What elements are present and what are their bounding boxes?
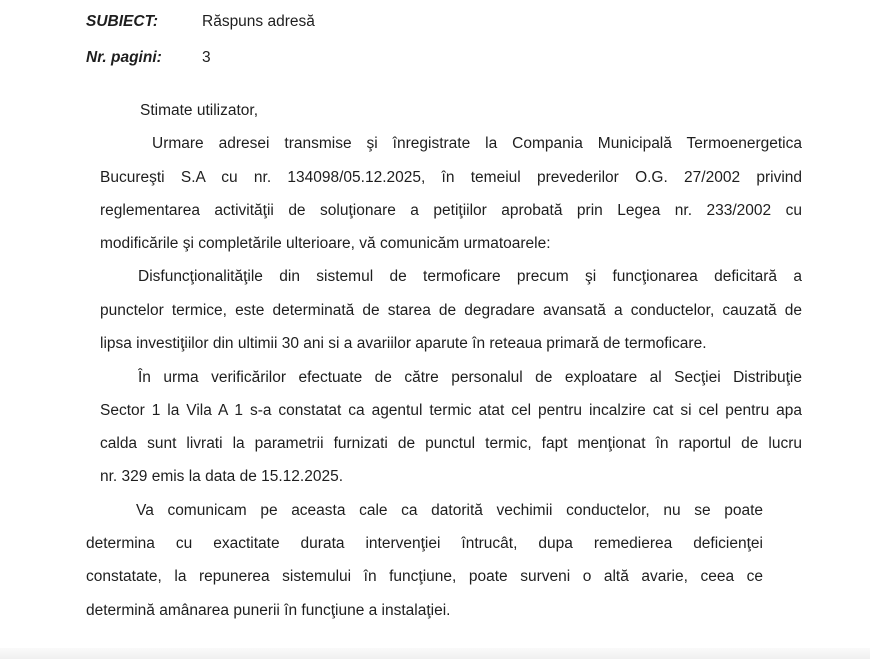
- paragraph-3-line-4: nr. 329 emis la data de 15.12.2025.: [100, 468, 344, 485]
- greeting: Stimate utilizator,: [140, 102, 259, 119]
- paragraph-3-line-2: Sector 1 la Vila A 1 s-a constatat ca agentul termic atat cel pentru incalzire cat si cel pentru apa: [100, 402, 802, 419]
- subject-value: Răspuns adresă: [202, 13, 315, 30]
- pages-label: Nr. pagini:: [86, 49, 162, 66]
- paragraph-1-line-3: reglementarea activităţii de soluţionare a petiţiilor aprobată prin Legea nr. 233/2002 cu: [100, 202, 802, 219]
- paragraph-4-line-3: constatate, la repunerea sistemului în funcţiune, poate surveni o altă avarie, ceea ce: [86, 568, 763, 585]
- paragraph-2-line-2: punctelor termice, este determinată de starea de degradare avansată a conductelor, cauzată de: [100, 302, 802, 319]
- page-bottom-edge: [0, 648, 870, 659]
- paragraph-3-line-3: calda sunt livrati la parametrii furnizati de punctul termic, fapt menţionat în raportul de lucru: [100, 435, 802, 452]
- paragraph-2-line-3: lipsa investiţiilor din ultimii 30 ani si a avariilor aparute în reteaua primară de termoficare.: [100, 335, 707, 352]
- paragraph-3-line-1: În urma verificărilor efectuate de către personalul de exploatare al Secţiei Distribuţie: [138, 369, 802, 386]
- paragraph-2-line-1: Disfuncţionalităţile din sistemul de termoficare precum şi funcţionarea deficitară a: [138, 268, 802, 285]
- pages-value: 3: [202, 49, 211, 66]
- paragraph-4-line-4: determină amânarea punerii în funcţiune a instalaţiei.: [86, 602, 451, 619]
- paragraph-1-line-1: Urmare adresei transmise şi înregistrate la Compania Municipală Termoenergetica: [152, 135, 802, 152]
- paragraph-4-line-2: determina cu exactitate durata intervenţiei întrucât, dupa remedierea deficienţei: [86, 535, 763, 552]
- paragraph-4-line-1: Va comunicam pe aceasta cale ca datorită vechimii conductelor, nu se poate: [136, 502, 763, 519]
- paragraph-1-line-2: Bucureşti S.A cu nr. 134098/05.12.2025, în temeiul prevederilor O.G. 27/2002 privind: [100, 169, 802, 186]
- subject-row: [86, 11, 315, 33]
- pages-row: [86, 47, 211, 69]
- subject-label: SUBIECT:: [86, 13, 159, 30]
- paragraph-1-line-4: modificările şi completările ulterioare, vă comunicăm urmatoarele:: [100, 235, 551, 252]
